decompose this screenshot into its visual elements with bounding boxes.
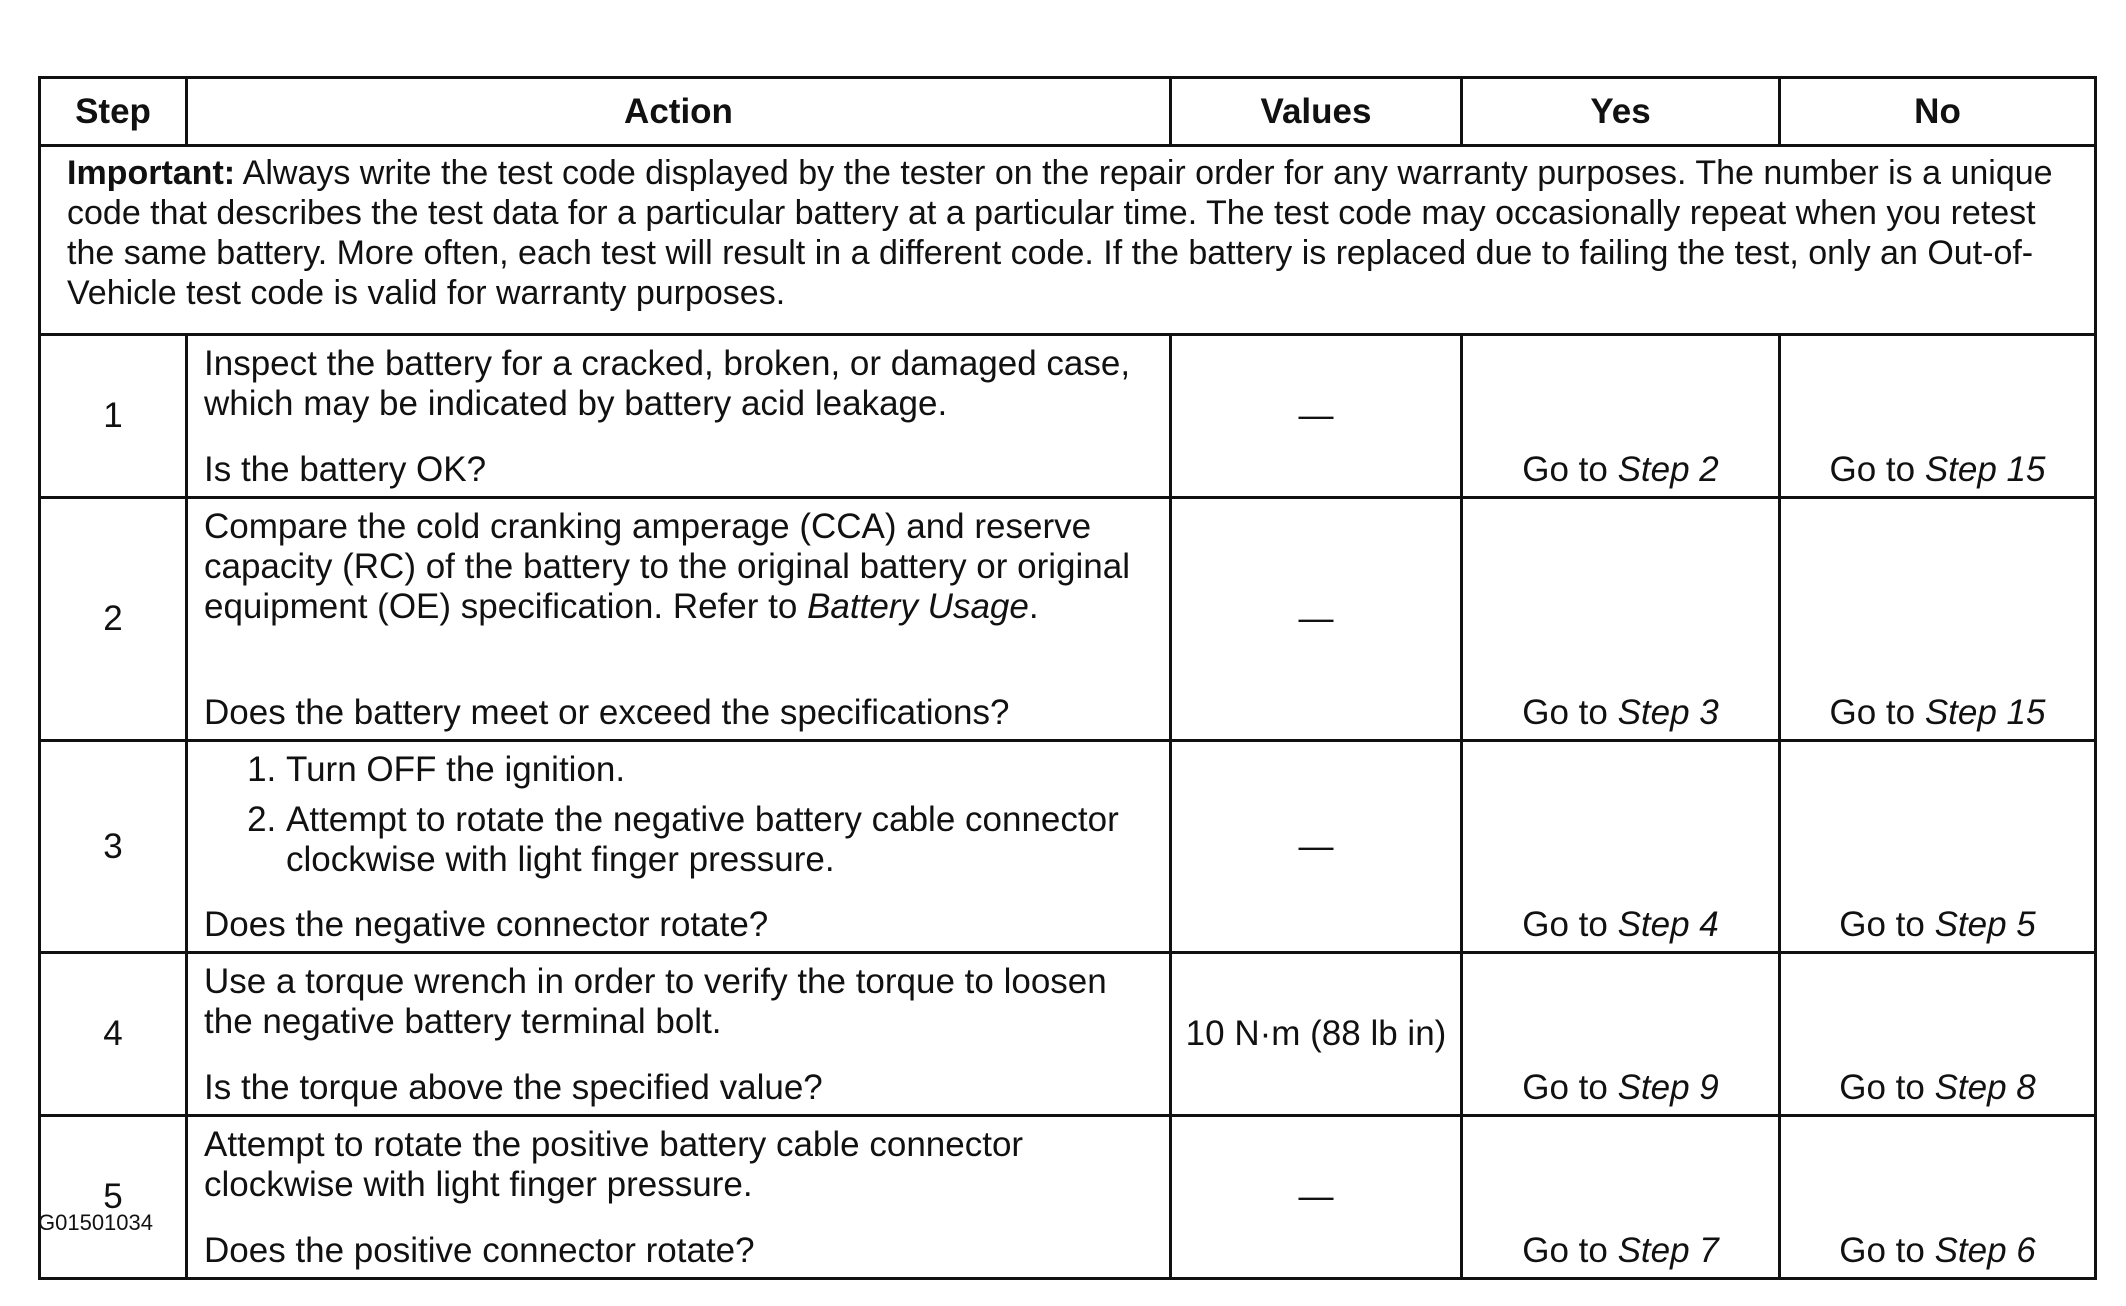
important-note-row: [40, 146, 2096, 335]
action-text: [204, 507, 1155, 627]
step-number: 3: [40, 741, 187, 953]
no-step-ref: Step 6: [1934, 1231, 2036, 1270]
header-row: [40, 78, 2096, 146]
no-prefix: Go to: [1839, 1231, 1935, 1270]
yes-cell: [1462, 335, 1780, 498]
header-yes: Yes: [1462, 78, 1780, 146]
values-cell: 10 N·m (88 lb in): [1171, 953, 1462, 1116]
table-row: [40, 498, 2096, 741]
step-number: 1: [40, 335, 187, 498]
no-cell: [1780, 498, 2096, 741]
header-no: No: [1780, 78, 2096, 146]
action-cell: [187, 335, 1171, 498]
yes-cell: [1462, 741, 1780, 953]
no-prefix: Go to: [1839, 1068, 1935, 1107]
important-label: Important:: [67, 154, 236, 192]
header-values: Values: [1171, 78, 1462, 146]
yes-prefix: Go to: [1522, 693, 1618, 732]
yes-step-ref: Step 2: [1617, 450, 1719, 489]
no-step-ref: Step 15: [1924, 450, 2046, 489]
table-row: [40, 953, 2096, 1116]
no-step-ref: Step 15: [1924, 693, 2046, 732]
yes-step-ref: Step 3: [1617, 693, 1719, 732]
action-text: Use a torque wrench in order to verify the torque to loosen the negative battery terminal bolt.: [204, 962, 1107, 1041]
substep-item: 1. Turn OFF the ignition.: [286, 750, 1155, 790]
diagnostic-table: [38, 76, 2097, 1280]
action-text: Inspect the battery for a cracked, broken, or damaged case, which may be indicated by battery acid leakage.: [204, 344, 1131, 423]
action-cell: [187, 498, 1171, 741]
action-reference: Battery Usage: [807, 587, 1029, 626]
substep-list: [204, 750, 1155, 890]
yes-step-ref: Step 9: [1617, 1068, 1719, 1107]
action-question: Does the positive connector rotate?: [204, 1231, 755, 1270]
yes-step-ref: Step 7: [1617, 1231, 1719, 1270]
yes-cell: [1462, 498, 1780, 741]
table-row: [40, 741, 2096, 953]
action-question: Does the negative connector rotate?: [204, 905, 769, 944]
action-cell: [187, 1116, 1171, 1279]
no-cell: [1780, 953, 2096, 1116]
no-cell: [1780, 1116, 2096, 1279]
step-number: 5: [40, 1116, 187, 1279]
no-prefix: Go to: [1839, 905, 1935, 944]
yes-cell: [1462, 953, 1780, 1116]
action-text: Attempt to rotate the positive battery cable connector clockwise with light finger pressure.: [204, 1125, 1024, 1204]
no-step-ref: Step 8: [1934, 1068, 2036, 1107]
header-step: Step: [40, 78, 187, 146]
yes-prefix: Go to: [1522, 1068, 1618, 1107]
no-prefix: Go to: [1829, 450, 1925, 489]
no-cell: [1780, 741, 2096, 953]
substep-item: 2. Attempt to rotate the negative battery cable connector clockwise with light finger pressure.: [286, 800, 1155, 880]
action-text-body: Compare the cold cranking amperage (CCA) and reserve capacity (RC) of the battery to the original battery or original equipment (OE) specification. Refer to: [204, 507, 1130, 626]
figure-id: G01501034: [38, 1210, 153, 1235]
no-step-ref: Step 5: [1934, 905, 2036, 944]
table-row: [40, 1116, 2096, 1279]
important-text: Always write the test code displayed by the tester on the repair order for any warranty purposes. The number is a unique code that describes the test data for a particular battery at a particular time. The test code may occasionally repeat when you retest the same battery. More often, each test will result in a different code. If the battery is replaced due to failing the test, only an Out-of-Vehicle test code is valid for warranty purposes.: [67, 154, 2053, 312]
header-action: Action: [187, 78, 1171, 146]
action-text-end: .: [1028, 587, 1039, 626]
action-question: Is the torque above the specified value?: [204, 1068, 823, 1107]
yes-cell: [1462, 1116, 1780, 1279]
action-cell: [187, 953, 1171, 1116]
action-question: Is the battery OK?: [204, 450, 487, 489]
yes-step-ref: Step 4: [1617, 905, 1719, 944]
values-cell: —: [1171, 335, 1462, 498]
action-question: Does the battery meet or exceed the specifications?: [204, 693, 1010, 732]
yes-prefix: Go to: [1522, 905, 1618, 944]
no-cell: [1780, 335, 2096, 498]
no-prefix: Go to: [1829, 693, 1925, 732]
important-note: [40, 146, 2096, 335]
step-number: 4: [40, 953, 187, 1116]
values-cell: —: [1171, 498, 1462, 741]
table-row: [40, 335, 2096, 498]
action-cell: [187, 741, 1171, 953]
values-cell: —: [1171, 1116, 1462, 1279]
step-number: 2: [40, 498, 187, 741]
yes-prefix: Go to: [1522, 450, 1618, 489]
yes-prefix: Go to: [1522, 1231, 1618, 1270]
values-cell: —: [1171, 741, 1462, 953]
